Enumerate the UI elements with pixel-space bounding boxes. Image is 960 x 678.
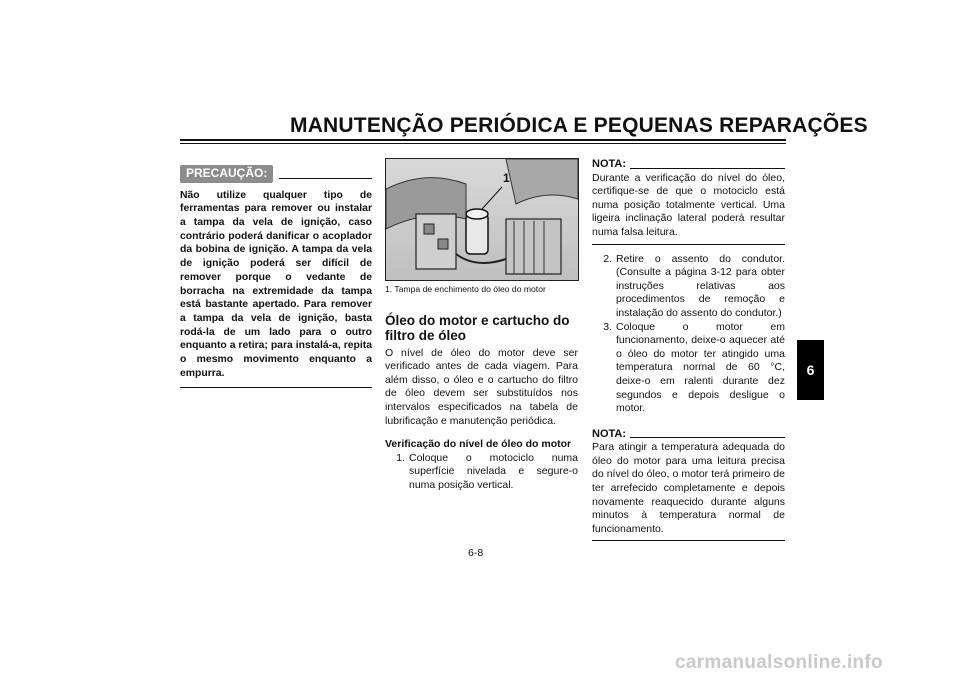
caution-block [180, 165, 372, 388]
figure-caption: 1. Tampa de enchimento do óleo do motor [385, 284, 546, 294]
step-text: Coloque o motociclo numa superfície nivelada e segure-o numa posição vertical. [409, 451, 578, 491]
caution-end-rule [180, 387, 372, 388]
section-intro: O nível de óleo do motor deve ser verificado antes de cada viagem. Para além disso, o óleo e o cartucho do filtro de óleo devem ser substituídos nos intervalos especificados na tabela de lubrificação e manutenção periódica. [385, 346, 578, 427]
note-header [592, 428, 785, 442]
step-number: 2. [603, 252, 612, 265]
note-header [592, 158, 785, 172]
chapter-tab: 6 [797, 340, 824, 400]
note-text: Para atingir a temperatura adequada do óleo do motor para uma leitura precisa do nível do óleo, o motor terá primeiro de ter arrefecido completamente e depois novamente reaquecido durante alguns minutos à temperatura normal de funcionamento. [592, 441, 785, 535]
page-title: MANUTENÇÃO PERIÓDICA E PEQUENAS REPARAÇÕES [290, 114, 868, 137]
caution-label: PRECAUÇÃO: [180, 165, 273, 183]
list-item [385, 452, 578, 493]
list-item [592, 253, 785, 321]
note-end-rule [592, 244, 785, 245]
caution-text: Não utilize qualquer tipo de ferramentas para remover ou instalar a tampa da vela de ignição, caso contrário poderá danificar o acoplador da bobina de ignição. A tampa da vela de ignição poderá ser difícil de remover porque o vedante de borracha na extremidade da tampa está bastante apertado. Para remover a tampa da vela de ignição, basta rodá-la de um lado para o outro enquanto a retira; para instalá-a, repita o mesmo movimento enquanto a empurra. [180, 189, 372, 379]
step-number: 3. [603, 320, 612, 333]
step-text: Coloque o motor em funcionamento, deixe-o aquecer até o óleo do motor ter atingido uma temperatura normal de 60 °C, deixe-o em ralenti durante dez segundos e depois desligue o motor. [616, 320, 785, 415]
note-label: NOTA: [592, 427, 627, 440]
note-block [592, 428, 785, 542]
steps-list [592, 253, 785, 416]
note-end-rule [592, 540, 785, 541]
main-column [385, 158, 578, 493]
section-title: Óleo do motor e cartucho do filtro de óleo [385, 312, 570, 344]
note-header-rule [630, 437, 785, 438]
caution-header [180, 165, 372, 183]
page-number: 6-8 [468, 547, 484, 559]
subsection-heading: Verificação do nível de óleo do motor [385, 438, 572, 451]
watermark: carmanualsonline.info [675, 652, 883, 673]
note-header-rule [630, 168, 785, 169]
header-rule-thin [180, 143, 786, 144]
note-label: NOTA: [592, 158, 627, 170]
step-text: Retire o assento do condutor. (Consulte a página 3-12 para obter instruções relativas aos procedimentos de remoção e instalação do assento do condutor.) [616, 252, 785, 319]
figure-callout-number: 1 [503, 171, 510, 185]
engine-illustration [386, 159, 578, 280]
note-text: Durante a verificação do nível do óleo, certifique-se de que o motociclo está numa posição totalmente vertical. Uma ligeira inclinação lateral poderá resultar numa falsa leitura. [592, 171, 785, 238]
step-number: 1. [396, 451, 405, 464]
caution-header-rule [279, 178, 372, 179]
note-block [592, 158, 785, 245]
engine-oil-figure [385, 158, 579, 281]
header-rule [180, 139, 786, 141]
list-item [592, 321, 785, 416]
right-column [592, 158, 785, 541]
